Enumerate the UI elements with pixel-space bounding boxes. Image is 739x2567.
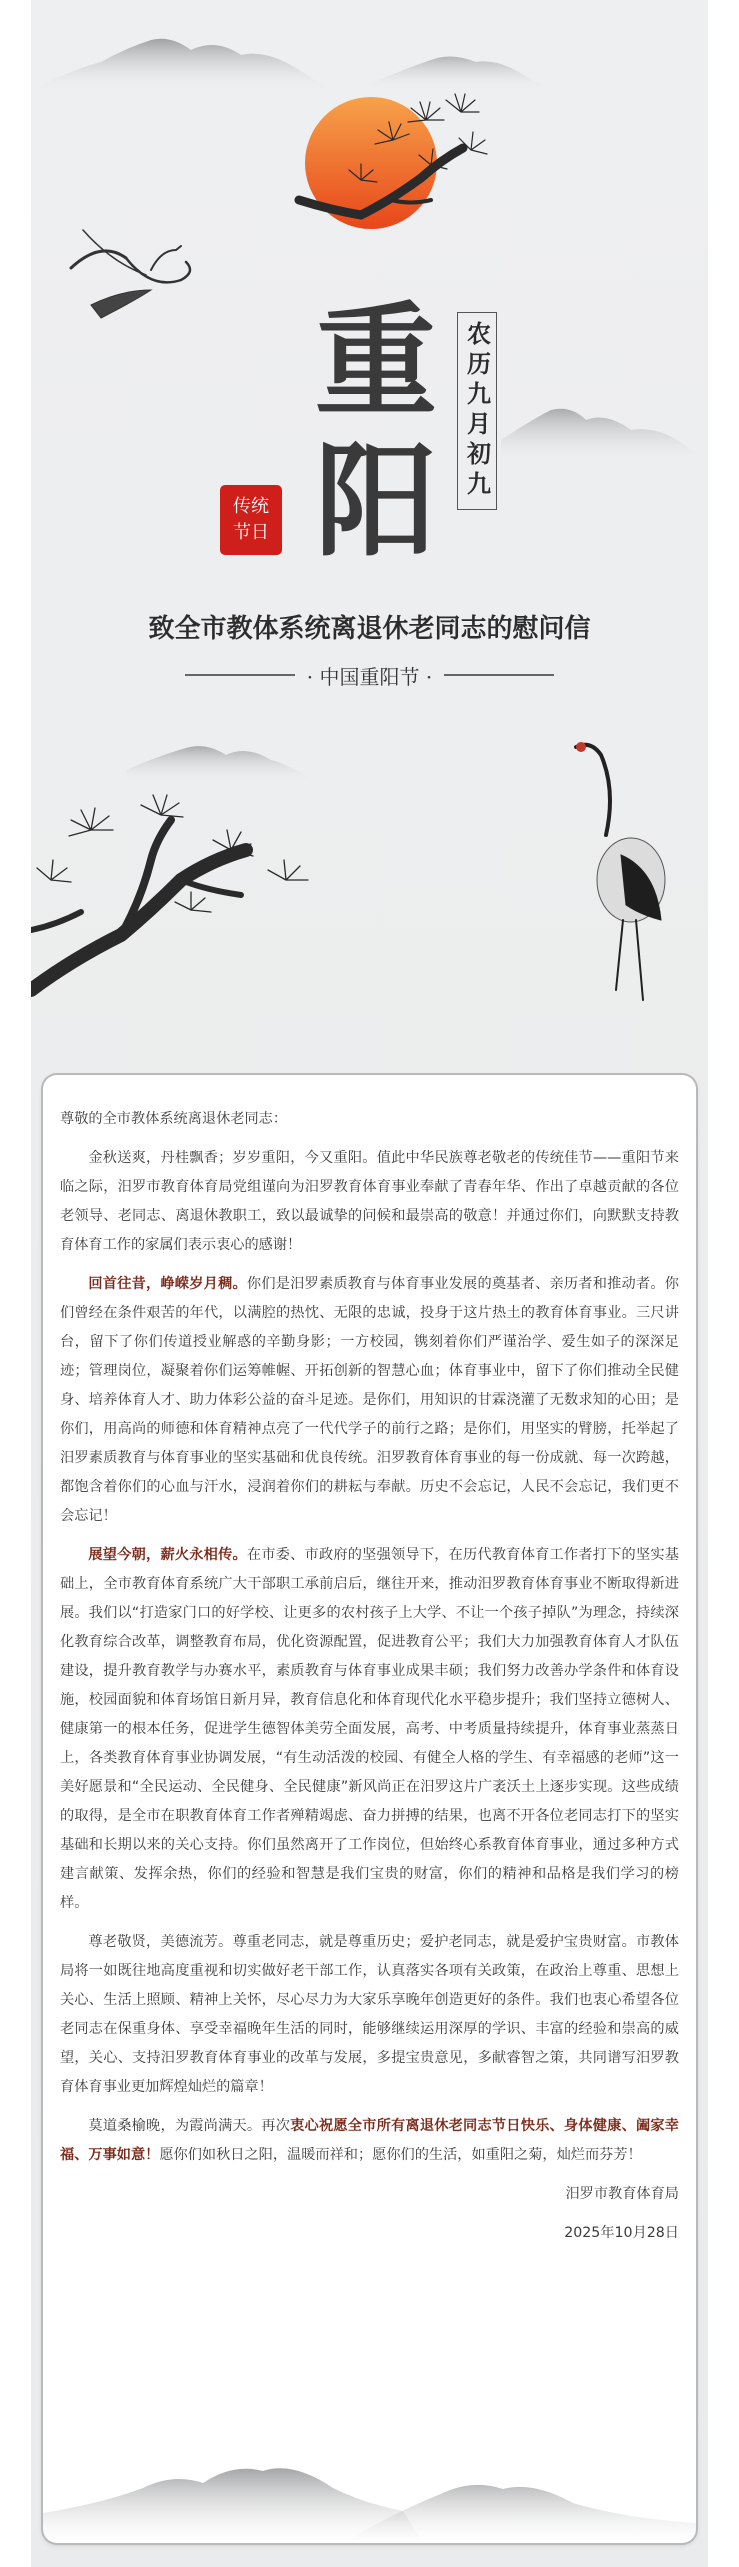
paragraph-3-lead: 展望今朝，薪火永相传。 xyxy=(88,1547,247,1563)
paragraph-3 xyxy=(60,1541,679,1918)
paragraph-2 xyxy=(60,1270,679,1531)
letter-title: 致全市教体系统离退休老同志的慰问信 xyxy=(148,614,591,644)
mountain-mid-right xyxy=(501,409,708,460)
salutation: 尊敬的全市教体系统离退休老同志： xyxy=(60,1111,288,1127)
signature: 汨罗市教育体育局 xyxy=(565,2186,679,2202)
festival-seal xyxy=(220,485,282,555)
divider-right xyxy=(444,674,554,676)
letter-body xyxy=(60,1105,679,2258)
footer-mountains xyxy=(43,2393,696,2543)
subtitle: · 中国重阳节 · xyxy=(306,664,433,689)
title-char-chong: 重 xyxy=(315,289,437,433)
flying-crane xyxy=(71,230,190,318)
standing-crane xyxy=(576,742,665,1000)
poster xyxy=(31,0,708,2567)
letter-date: 2025年10月28日 xyxy=(564,2225,679,2241)
paragraph-2-text: 你们是汨罗素质教育与体育事业发展的奠基者、亲历者和推动者。你们曾经在条件艰苦的年代，以满腔的热忱、无限的忠诚，投身于这片热土的教育体育事业。三尺讲台，留下了你们传道授业解惑的辛勤身影；一方校园，镌刻着你们严谨治学、爱生如子的深深足迹；管理岗位，凝聚着你们运筹帷幄、开拓创新的智慧心血；体育事业中，留下了你们推动全民健身、培养体育人才、助力体彩公益的奋斗足迹。是你们，用知识的甘霖浇灌了无数求知的心田；是你们，用高尚的师德和体育精神点亮了一代代学子的前行之路；是你们，用坚实的臂膀，托举起了汨罗素质教育与体育事业的坚实基础和优良传统。汨罗教育体育事业的每一份成就、每一次跨越，都饱含着你们的心血与汗水，浸润着你们的耕耘与奉献。历史不会忘记，人民不会忘记，我们更不会忘记！ xyxy=(60,1276,679,1524)
seal-text: 传统节日 xyxy=(233,496,269,543)
pine-tree-lower xyxy=(31,795,308,990)
paragraph-2-lead: 回首往昔，峥嵘岁月稠。 xyxy=(88,1276,247,1292)
letter-card xyxy=(43,1075,696,2543)
mountain-mid-left xyxy=(126,746,311,780)
paragraph-3-text: 在市委、市政府的坚强领导下，在历代教育体育工作者打下的坚实基础上，全市教育体育系统广大干部职工承前启后，继往开来，推动汨罗教育体育事业不断取得新进展。我们以“打造家门口的好学校、让更多的农村孩子上大学、不让一个孩子掉队”为理念，持续深化教育综合改革，调整教育布局，优化资源配置，促进教育公平；我们大力加强教育体育人才队伍建设，提升教育教学与办赛水平，素质教育与体育事业成果丰硕；我们努力改善办学条件和体育设施，校园面貌和体育场馆日新月异，教育信息化和体育现代化水平稳步提升；我们坚持立德树人、健康第一的根本任务，促进学生德智体美劳全面发展，高考、中考质量持续提升，体育事业蒸蒸日上，各类教育体育事业协调发展，“有生动活泼的校园、有健全人格的学生、有幸福感的老师”这一美好愿景和“全民运动、全民健身、全民健康”新风尚正在汨罗这片广袤沃土上逐步实现。这些成绩的取得，是全市在职教育体育工作者殚精竭虑、奋力拼搏的结果，也离不开各位老同志打下的坚实基础和长期以来的关心支持。你们虽然离开了工作岗位，但始终心系教育体育事业，通过多种方式建言献策、发挥余热，你们的经验和智慧是我们宝贵的财富，你们的精神和品格是我们学习的榜样。 xyxy=(60,1547,679,1911)
paragraph-1: 金秋送爽，丹桂飘香；岁岁重阳，今又重阳。值此中华民族尊老敬老的传统佳节——重阳节来临之际，汨罗市教育体育局党组谨向为汨罗教育体育事业奉献了青春年华、作出了卓越贡献的各位老领导、老同志、离退休教职工，致以最诚挚的问候和最崇高的敬意！并通过你们，向默默支持教育体育工作的家属们表示衷心的感谢！ xyxy=(60,1150,679,1253)
paragraph-5 xyxy=(60,2112,679,2170)
title-char-yang: 阳 xyxy=(315,429,437,573)
lunar-date-box xyxy=(457,312,497,510)
lunar-date: 农历九月初九 xyxy=(462,321,492,501)
paragraph-5-pre: 莫道桑榆晚，为霞尚满天。再次 xyxy=(88,2118,291,2134)
paragraph-4: 尊老敬贤，美德流芳。尊重老同志，就是尊重历史；爱护老同志，就是爱护宝贵财富。市教体局将一如既往地高度重视和切实做好老干部工作，认真落实各项有关政策，在政治上尊重、思想上关心、生活上照顾、精神上关怀，尽心尽力为大家乐享晚年创造更好的条件。我们也衷心希望各位老同志在保重身体、享受幸福晚年生活的同时，能够继续运用深厚的学识、丰富的经验和崇高的威望，关心、支持汨罗教育体育事业的改革与发展，多提宝贵意见，多献睿智之策，共同谱写汨罗教育体育事业更加辉煌灿烂的篇章！ xyxy=(60,1934,679,2095)
subtitle-row xyxy=(31,660,708,690)
mountain-top-left xyxy=(31,39,331,90)
paragraph-5-post: 愿你们如秋日之阳，温暖而祥和；愿你们的生活，如重阳之菊，灿烂而芬芳！ xyxy=(159,2147,642,2163)
divider-left xyxy=(185,674,295,676)
hero-section xyxy=(31,0,708,1075)
paragraph-5-blessing: 衷心祝愿全市所有离退休老同志节日快乐、身体健康、阖家幸福、万事如意！ xyxy=(60,2118,679,2163)
